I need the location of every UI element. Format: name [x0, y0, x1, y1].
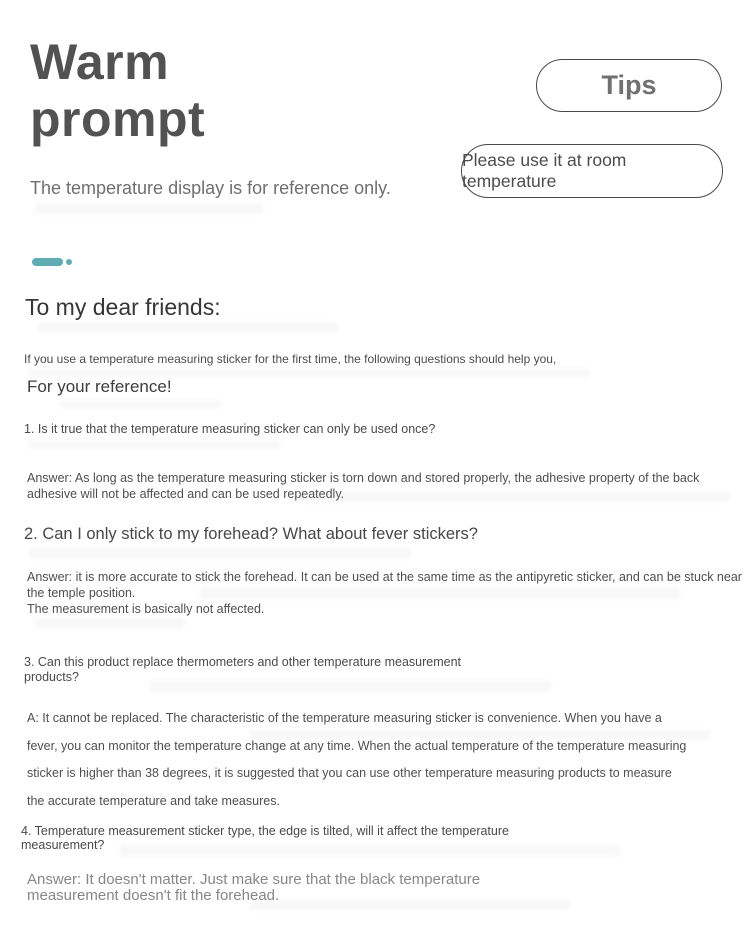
ghost-artifact [30, 440, 280, 449]
page-title-line2: prompt [30, 91, 206, 147]
page-subtitle: The temperature display is for reference only. [30, 178, 391, 198]
faq-answer-1: Answer: As long as the temperature measuring sticker is torn down and stored properly, the adhesive property of the back adhesive will not be affected and can be used repeatedly. [27, 471, 700, 501]
room-temperature-badge-label: Please use it at room temperature [462, 150, 627, 191]
ghost-artifact [35, 203, 263, 214]
faq-answer-3: A: It cannot be replaced. The characteristic of the temperature measuring sticker is convenience. When you have a fever, you can monitor the temperature change at any time. When the actual temperature of the temperature measuring sticker is higher than 38 degrees, it is suggested that you can use other temperature measuring products to measure the accurate temperature and take measures. [27, 711, 687, 808]
accent-dash [32, 258, 63, 266]
page-title-line1: Warm [30, 34, 170, 90]
faq-answer-4: Answer: It doesn't matter. Just make sure that the black temperature measurement doesn't fit the forehead. [27, 871, 481, 904]
ghost-artifact [35, 618, 185, 628]
greeting-heading: To my dear friends: [25, 294, 221, 320]
tips-badge-label: Tips [601, 70, 657, 100]
accent-dot [66, 259, 72, 265]
room-temperature-badge [461, 144, 723, 198]
ghost-artifact [60, 400, 220, 409]
reference-line: For your reference! [27, 377, 172, 396]
intro-note: If you use a temperature measuring sticker for the first time, the following questions should help you, [24, 352, 557, 366]
faq-question-4: 4. Temperature measurement sticker type, the edge is tilted, will it affect the temperature measurement? [21, 824, 509, 852]
tips-badge [536, 59, 722, 112]
faq-question-2: 2. Can I only stick to my forehead? What about fever stickers? [24, 525, 478, 543]
ghost-artifact [38, 322, 338, 332]
page-title [30, 34, 205, 148]
faq-question-1: 1. Is it true that the temperature measuring sticker can only be used once? [24, 422, 436, 436]
faq-answer-2-note: The measurement is basically not affected. [27, 602, 265, 616]
ghost-artifact [30, 368, 590, 377]
faq-answer-2: Answer: it is more accurate to stick the forehead. It can be used at the same time as the antipyretic sticker, and can be stuck near the temple position. [27, 570, 742, 600]
faq-question-3: 3. Can this product replace thermometers and other temperature measurement products? [24, 655, 462, 684]
ghost-artifact [30, 548, 410, 559]
